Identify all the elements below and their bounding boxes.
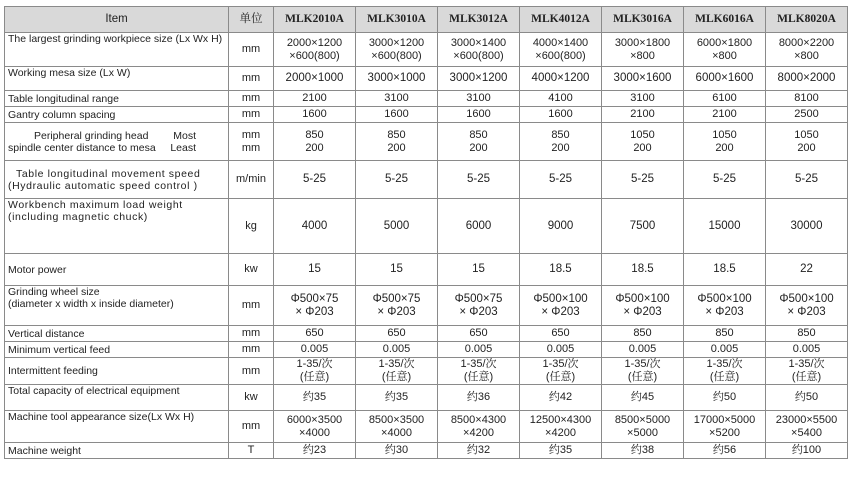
spec-value: 3000×1600 <box>602 67 684 91</box>
table-row <box>5 385 848 411</box>
spec-value-line: 3000×1200 <box>368 36 425 49</box>
spec-value-line: 3000×1800 <box>614 36 671 49</box>
row-label-line: Table longitudinal movement speed <box>16 167 201 180</box>
spec-value: 2100 <box>274 91 356 107</box>
row-unit: mm <box>229 91 274 107</box>
spec-value: 15 <box>274 254 356 286</box>
table-row <box>5 443 848 459</box>
header-model: MLK2010A <box>274 7 356 33</box>
spec-value-line: (任意) <box>463 371 494 383</box>
spec-value-line: (任意) <box>627 371 658 383</box>
spec-value-line: (任意) <box>709 371 740 383</box>
spec-value-line: Φ500×75 <box>290 292 339 305</box>
spec-value <box>520 33 602 67</box>
spec-value-line: 850 <box>387 128 406 141</box>
spec-value: 650 <box>520 326 602 342</box>
spec-value-line: × Φ203 <box>377 305 416 318</box>
spec-value: 18.5 <box>684 254 766 286</box>
spec-value: 5-25 <box>602 161 684 199</box>
spec-value: 0.005 <box>684 342 766 358</box>
spec-value <box>766 411 848 443</box>
spec-value-line: Φ500×100 <box>697 292 752 305</box>
row-unit: kw <box>229 385 274 411</box>
header-model: MLK6016A <box>684 7 766 33</box>
header-model: MLK8020A <box>766 7 848 33</box>
header-unit: 单位 <box>229 7 274 33</box>
spec-value-line: ×4000 <box>381 426 412 439</box>
spec-value: 4100 <box>520 91 602 107</box>
spec-value: 22 <box>766 254 848 286</box>
spec-value-line: 850 <box>305 128 324 141</box>
table-row <box>5 199 848 254</box>
spec-value <box>684 358 766 385</box>
spec-value: 约50 <box>684 385 766 411</box>
spec-value-line: × Φ203 <box>623 305 662 318</box>
spec-value-line: × Φ203 <box>541 305 580 318</box>
spec-value-line: × Φ203 <box>459 305 498 318</box>
spec-value: 约38 <box>602 443 684 459</box>
spec-value <box>356 123 438 161</box>
spec-value: 18.5 <box>602 254 684 286</box>
spec-value <box>766 286 848 326</box>
header-row <box>5 7 848 33</box>
spec-value: 1600 <box>520 107 602 123</box>
spec-value-line: 4000×1400 <box>532 36 589 49</box>
table-row <box>5 326 848 342</box>
spec-value: 5-25 <box>274 161 356 199</box>
spec-value: 650 <box>274 326 356 342</box>
table-body <box>5 33 848 459</box>
spec-value <box>602 286 684 326</box>
spec-value: 2100 <box>602 107 684 123</box>
spec-value: 650 <box>356 326 438 342</box>
spec-value-line: ×5000 <box>627 426 658 439</box>
spec-value <box>520 358 602 385</box>
spec-value: 4000 <box>274 199 356 254</box>
spec-value-line: 1-35/次 <box>788 358 825 370</box>
spec-value <box>766 123 848 161</box>
spec-value <box>602 411 684 443</box>
spec-value-line: 1-35/次 <box>460 358 497 370</box>
row-label: The largest grinding workpiece size (Lx Wx H) <box>5 33 229 67</box>
spec-value: 约100 <box>766 443 848 459</box>
spec-value: 1600 <box>438 107 520 123</box>
spec-value <box>438 358 520 385</box>
spec-value: 850 <box>766 326 848 342</box>
spec-value: 0.005 <box>356 342 438 358</box>
header-model: MLK3012A <box>438 7 520 33</box>
row-label: Minimum vertical feed <box>5 342 229 358</box>
spec-value <box>520 123 602 161</box>
spec-value-line: ×600(800) <box>371 49 422 62</box>
spec-value-line: 1-35/次 <box>378 358 415 370</box>
spec-value: 15 <box>356 254 438 286</box>
spec-value-line: 200 <box>469 141 488 154</box>
spec-value-line: 8000×2200 <box>778 36 835 49</box>
spec-value <box>274 286 356 326</box>
row-unit: mm <box>229 33 274 67</box>
spec-value <box>602 358 684 385</box>
row-label-line: spindle center distance to mesa <box>8 141 156 154</box>
spec-value-line: 1050 <box>794 128 819 141</box>
table-row <box>5 286 848 326</box>
row-label: Motor power <box>5 254 229 286</box>
spec-value: 3100 <box>438 91 520 107</box>
spec-value-line: 1-35/次 <box>542 358 579 370</box>
spec-value <box>438 33 520 67</box>
table-row <box>5 358 848 385</box>
sub-label-least: Least <box>170 141 196 154</box>
spec-value-line: 1050 <box>712 128 737 141</box>
spec-value: 5-25 <box>766 161 848 199</box>
table-row <box>5 254 848 286</box>
spec-value-line: ×5200 <box>709 426 740 439</box>
row-label: Working mesa size (Lx W) <box>5 67 229 91</box>
spec-value: 7500 <box>602 199 684 254</box>
spec-value: 3000×1200 <box>438 67 520 91</box>
row-unit-line: mm <box>241 128 261 141</box>
row-label <box>5 123 229 161</box>
spec-value: 18.5 <box>520 254 602 286</box>
spec-value <box>684 123 766 161</box>
spec-value-line: ×800 <box>712 49 737 62</box>
spec-value: 1600 <box>356 107 438 123</box>
spec-value: 0.005 <box>520 342 602 358</box>
row-unit <box>229 123 274 161</box>
sub-label-most: Most <box>173 129 196 142</box>
spec-value-line: 6000×1800 <box>696 36 753 49</box>
row-label <box>5 161 229 199</box>
row-label-line: Workbench maximum load weight <box>8 199 183 211</box>
row-label: Vertical distance <box>5 326 229 342</box>
spec-value-line: 200 <box>387 141 406 154</box>
spec-value <box>684 286 766 326</box>
table-row <box>5 91 848 107</box>
spec-value-line: 12500×4300 <box>529 413 592 426</box>
spec-value: 约42 <box>520 385 602 411</box>
spec-value <box>274 123 356 161</box>
row-unit: mm <box>229 358 274 385</box>
spec-value: 2100 <box>684 107 766 123</box>
row-label-line: (diameter x width x inside diameter) <box>8 298 174 310</box>
spec-value: 2000×1000 <box>274 67 356 91</box>
spec-value: 3100 <box>602 91 684 107</box>
spec-value-line: Φ500×75 <box>372 292 421 305</box>
spec-value-line: ×600(800) <box>289 49 340 62</box>
spec-value: 8000×2000 <box>766 67 848 91</box>
spec-value: 850 <box>684 326 766 342</box>
spec-value-line: 200 <box>633 141 652 154</box>
spec-value-line: 8500×3500 <box>368 413 425 426</box>
spec-value <box>438 123 520 161</box>
spec-value-line: 17000×5000 <box>693 413 756 426</box>
spec-value: 0.005 <box>766 342 848 358</box>
spec-value <box>438 411 520 443</box>
spec-value-line: ×600(800) <box>453 49 504 62</box>
spec-value: 约35 <box>356 385 438 411</box>
spec-value: 约30 <box>356 443 438 459</box>
row-unit: mm <box>229 326 274 342</box>
spec-value-line: ×4000 <box>299 426 330 439</box>
spec-value: 6100 <box>684 91 766 107</box>
table-row <box>5 67 848 91</box>
row-unit: mm <box>229 411 274 443</box>
row-unit: mm <box>229 107 274 123</box>
row-label <box>5 199 229 254</box>
table-row <box>5 411 848 443</box>
spec-value <box>520 286 602 326</box>
row-label: Gantry column spacing <box>5 107 229 123</box>
table-row <box>5 107 848 123</box>
spec-value-line: 1-35/次 <box>706 358 743 370</box>
table-row <box>5 33 848 67</box>
spec-value-line: ×800 <box>794 49 819 62</box>
header-model: MLK3016A <box>602 7 684 33</box>
spec-value <box>274 411 356 443</box>
row-unit: m/min <box>229 161 274 199</box>
row-label-line: Peripheral grinding head <box>34 129 149 142</box>
row-label: Machine weight <box>5 443 229 459</box>
spec-value-line: × Φ203 <box>705 305 744 318</box>
spec-value-line: 3000×1400 <box>450 36 507 49</box>
spec-value: 6000 <box>438 199 520 254</box>
spec-value <box>766 33 848 67</box>
row-label-line: Grinding wheel size <box>8 286 100 298</box>
spec-value-line: ×600(800) <box>535 49 586 62</box>
spec-value-line: × Φ203 <box>787 305 826 318</box>
spec-value <box>438 286 520 326</box>
spec-value <box>684 411 766 443</box>
spec-value-line: 850 <box>551 128 570 141</box>
spec-value-line: 6000×3500 <box>286 413 343 426</box>
spec-value: 5-25 <box>684 161 766 199</box>
spec-value-line: 200 <box>797 141 816 154</box>
spec-value <box>356 358 438 385</box>
spec-value: 约35 <box>520 443 602 459</box>
spec-value-line: 1-35/次 <box>296 358 333 370</box>
spec-value-line: Φ500×100 <box>615 292 670 305</box>
spec-value: 5-25 <box>520 161 602 199</box>
spec-value-line: (任意) <box>791 371 822 383</box>
spec-value-line: (任意) <box>545 371 576 383</box>
spec-value: 0.005 <box>602 342 684 358</box>
spec-value <box>602 33 684 67</box>
spec-value-line: 23000×5500 <box>775 413 838 426</box>
spec-value-line: ×800 <box>630 49 655 62</box>
spec-value: 850 <box>602 326 684 342</box>
spec-value <box>520 411 602 443</box>
spec-value-line: 2000×1200 <box>286 36 343 49</box>
spec-value-line: 200 <box>551 141 570 154</box>
spec-value <box>356 411 438 443</box>
spec-value: 约36 <box>438 385 520 411</box>
spec-value: 0.005 <box>274 342 356 358</box>
spec-value-line: ×4200 <box>463 426 494 439</box>
spec-value: 8100 <box>766 91 848 107</box>
spec-value: 5000 <box>356 199 438 254</box>
spec-value-line: ×4200 <box>545 426 576 439</box>
spec-value: 约45 <box>602 385 684 411</box>
spec-value <box>274 33 356 67</box>
spec-value: 3100 <box>356 91 438 107</box>
row-unit-line: mm <box>241 141 261 154</box>
row-label: Intermittent feeding <box>5 358 229 385</box>
row-label: Machine tool appearance size(Lx Wx H) <box>5 411 229 443</box>
table-row <box>5 123 848 161</box>
spec-value: 5-25 <box>438 161 520 199</box>
spec-value <box>356 33 438 67</box>
header-model: MLK4012A <box>520 7 602 33</box>
spec-value-line: 200 <box>715 141 734 154</box>
spec-value-line: Φ500×100 <box>779 292 834 305</box>
spec-value: 9000 <box>520 199 602 254</box>
spec-value <box>766 358 848 385</box>
spec-value: 约56 <box>684 443 766 459</box>
row-unit: kw <box>229 254 274 286</box>
row-unit: mm <box>229 342 274 358</box>
spec-value-line: 8500×4300 <box>450 413 507 426</box>
spec-value: 30000 <box>766 199 848 254</box>
spec-value: 约32 <box>438 443 520 459</box>
spec-value-line: × Φ203 <box>295 305 334 318</box>
row-label: Table longitudinal range <box>5 91 229 107</box>
spec-value-line: 850 <box>469 128 488 141</box>
spec-value-line: ×5400 <box>791 426 822 439</box>
header-model: MLK3010A <box>356 7 438 33</box>
row-label <box>5 286 229 326</box>
spec-value: 2500 <box>766 107 848 123</box>
spec-table <box>4 6 848 459</box>
spec-value: 0.005 <box>438 342 520 358</box>
spec-value: 15 <box>438 254 520 286</box>
row-label-line: (including magnetic chuck) <box>8 211 148 223</box>
spec-value: 650 <box>438 326 520 342</box>
spec-value: 5-25 <box>356 161 438 199</box>
spec-value: 1600 <box>274 107 356 123</box>
spec-value-line: Φ500×75 <box>454 292 503 305</box>
spec-value <box>356 286 438 326</box>
spec-value: 约50 <box>766 385 848 411</box>
spec-value <box>684 33 766 67</box>
spec-value-line: 1-35/次 <box>624 358 661 370</box>
spec-value: 3000×1000 <box>356 67 438 91</box>
row-unit: mm <box>229 286 274 326</box>
table-row <box>5 161 848 199</box>
spec-value-line: 200 <box>305 141 324 154</box>
spec-value: 15000 <box>684 199 766 254</box>
header-item: Item <box>5 7 229 33</box>
spec-value-line: (任意) <box>299 371 330 383</box>
spec-value: 约23 <box>274 443 356 459</box>
spec-value: 约35 <box>274 385 356 411</box>
spec-value-line: 8500×5000 <box>614 413 671 426</box>
spec-value-line: (任意) <box>381 371 412 383</box>
spec-value: 6000×1600 <box>684 67 766 91</box>
spec-value <box>602 123 684 161</box>
table-row <box>5 342 848 358</box>
row-unit: kg <box>229 199 274 254</box>
spec-value: 4000×1200 <box>520 67 602 91</box>
row-label: Total capacity of electrical equipment <box>5 385 229 411</box>
row-label-line: (Hydraulic automatic speed control ) <box>8 179 198 192</box>
row-unit: mm <box>229 67 274 91</box>
spec-value-line: 1050 <box>630 128 655 141</box>
spec-value-line: Φ500×100 <box>533 292 588 305</box>
spec-value <box>274 358 356 385</box>
row-unit: T <box>229 443 274 459</box>
